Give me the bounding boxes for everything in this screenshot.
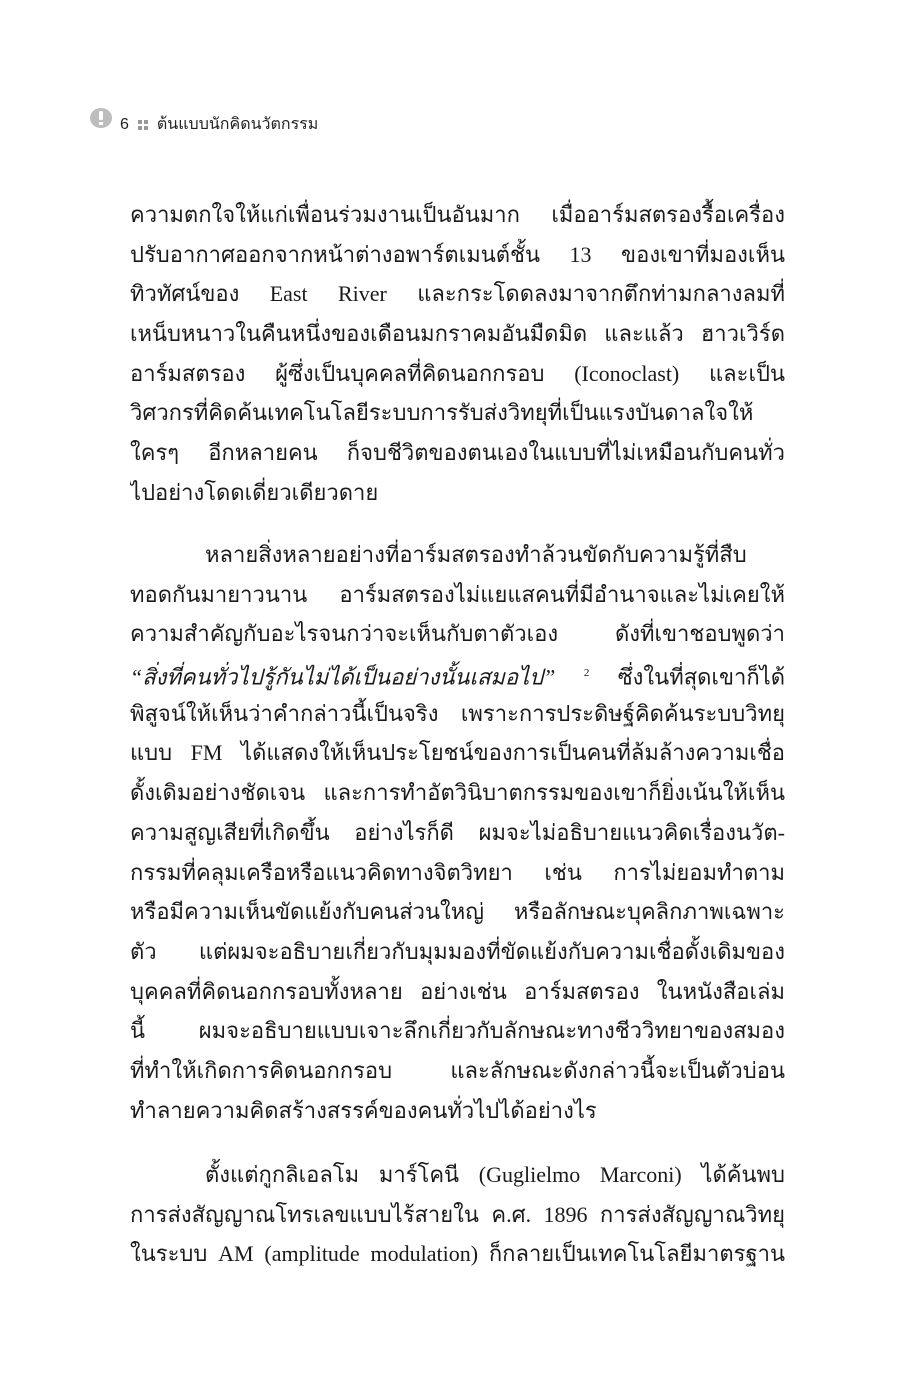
text-line: ปรับอากาศออกจากหน้าต่างอพาร์ตเมนต์ชั้น 13 ของเขาที่มองเห็น xyxy=(130,241,785,267)
text-line: นี้ ผมจะอธิบายแบบเจาะลึกเกี่ยวกับลักษณะทางชีววิทยาของสมอง xyxy=(130,1018,785,1044)
text-line: การส่งสัญญาณโทรเลขแบบไร้สายใน ค.ศ. 1896 การส่งสัญญาณวิทยุ xyxy=(130,1201,785,1227)
text-line: ใครๆ อีกหลายคน ก็จบชีวิตของตนเองในแบบที่ไม่เหมือนกับคนทั่ว xyxy=(130,440,785,466)
page-number: 6 xyxy=(120,115,129,133)
text-line: กรรมที่คลุมเครือหรือแนวคิดทางจิตวิทยา เช่น การไม่ยอมทำตาม xyxy=(130,859,785,885)
text-line: เหน็บหนาวในคืนหนึ่งของเดือนมกราคมอันมืดมิด และแล้ว ฮาวเวิร์ด xyxy=(130,321,785,347)
text-line: หลายสิ่งหลายอย่างที่อาร์มสตรองทำล้วนขัดกับความรู้ที่สืบ xyxy=(205,542,747,567)
exclamation-bubble-icon xyxy=(90,108,112,128)
text-line: พิสูจน์ให้เห็นว่าคำกล่าวนี้เป็นจริง เพราะการประดิษฐ์คิดค้นระบบวิทยุ xyxy=(130,700,785,726)
text-line: ความสูญเสียที่เกิดขึ้น อย่างไรก็ดี ผมจะไม่อธิบายแนวคิดเรื่องนวัต- xyxy=(130,819,785,845)
text-line: อาร์มสตรอง ผู้ซึ่งเป็นบุคคลที่คิดนอกกรอบ (Iconoclast) และเป็น xyxy=(130,360,785,386)
text-line: ทำลายความคิดสร้างสรรค์ของคนทั่วไปได้อย่างไร xyxy=(130,1097,597,1123)
text-line: แบบ FM ได้แสดงให้เห็นประโยชน์ของการเป็นคนที่ล้มล้างความเชื่อ xyxy=(130,740,785,766)
text-line: ทอดกันมายาวนาน อาร์มสตรองไม่แยแสคนที่มีอำนาจและไม่เคยให้ xyxy=(130,581,785,607)
quote-after: ซึ่งในที่สุดเขาก็ได้ xyxy=(617,664,785,690)
text-line: ที่ทำให้เกิดการคิดนอกกรอบ และลักษณะดังกล่าวนี้จะเป็นตัวบ่อน xyxy=(130,1057,785,1083)
text-line: บุคคลที่คิดนอกกรอบทั้งหลาย อย่างเช่น อาร์มสตรอง ในหนังสือเล่ม xyxy=(130,978,785,1004)
dots-separator-icon xyxy=(138,120,148,130)
text-line: ความสำคัญกับอะไรจนกว่าจะเห็นกับตาตัวเอง ดังที่เขาชอบพูดว่า xyxy=(130,621,785,647)
quote: “สิ่งที่คนทั่วไปรู้กันไม่ได้เป็นอย่างนั้นเสมอไป” xyxy=(130,664,556,690)
paragraph-3 xyxy=(130,1155,785,1274)
text-line: หรือมีความเห็นขัดแย้งกับคนส่วนใหญ่ หรือลักษณะบุคลิกภาพเฉพาะ xyxy=(130,899,785,925)
text-line: ไปอย่างโดดเดี่ยวเดียวดาย xyxy=(130,479,379,505)
text-line: ตัว แต่ผมจะอธิบายเกี่ยวกับมุมมองที่ขัดแย้งกับความเชื่อดั้งเดิมของ xyxy=(130,938,785,964)
text-line: ดั้งเดิมอย่างชัดเจน และการทำอัตวินิบาตกรรมของเขาก็ยิ่งเน้นให้เห็น xyxy=(130,780,785,806)
paragraph-2 xyxy=(130,535,785,1130)
text-line: ความตกใจให้แก่เพื่อนร่วมงานเป็นอันมาก เมื่ออาร์มสตรองรื้อเครื่อง xyxy=(130,202,785,227)
running-header xyxy=(90,112,318,137)
text-line: ทิวทัศน์ของ East River และกระโดดลงมาจากตึกท่ามกลางลมที่ xyxy=(130,281,785,307)
quote-line xyxy=(130,654,785,694)
footnote-ref: 2 xyxy=(583,667,590,680)
text-line: ในระบบ AM (amplitude modulation) ก็กลายเป็นเทคโนโลยีมาตรฐาน xyxy=(130,1241,785,1267)
text-line: ตั้งแต่กูกลิเอลโม มาร์โคนี (Guglielmo Marconi) ได้ค้นพบ xyxy=(205,1162,785,1187)
chapter-title: ต้นแบบนักคิดนวัตกรรม xyxy=(156,116,319,133)
paragraph-1 xyxy=(130,195,785,513)
text-line: วิศวกรที่คิดค้นเทคโนโลยีระบบการรับส่งวิทยุที่เป็นแรงบันดาลใจให้ xyxy=(130,400,754,426)
